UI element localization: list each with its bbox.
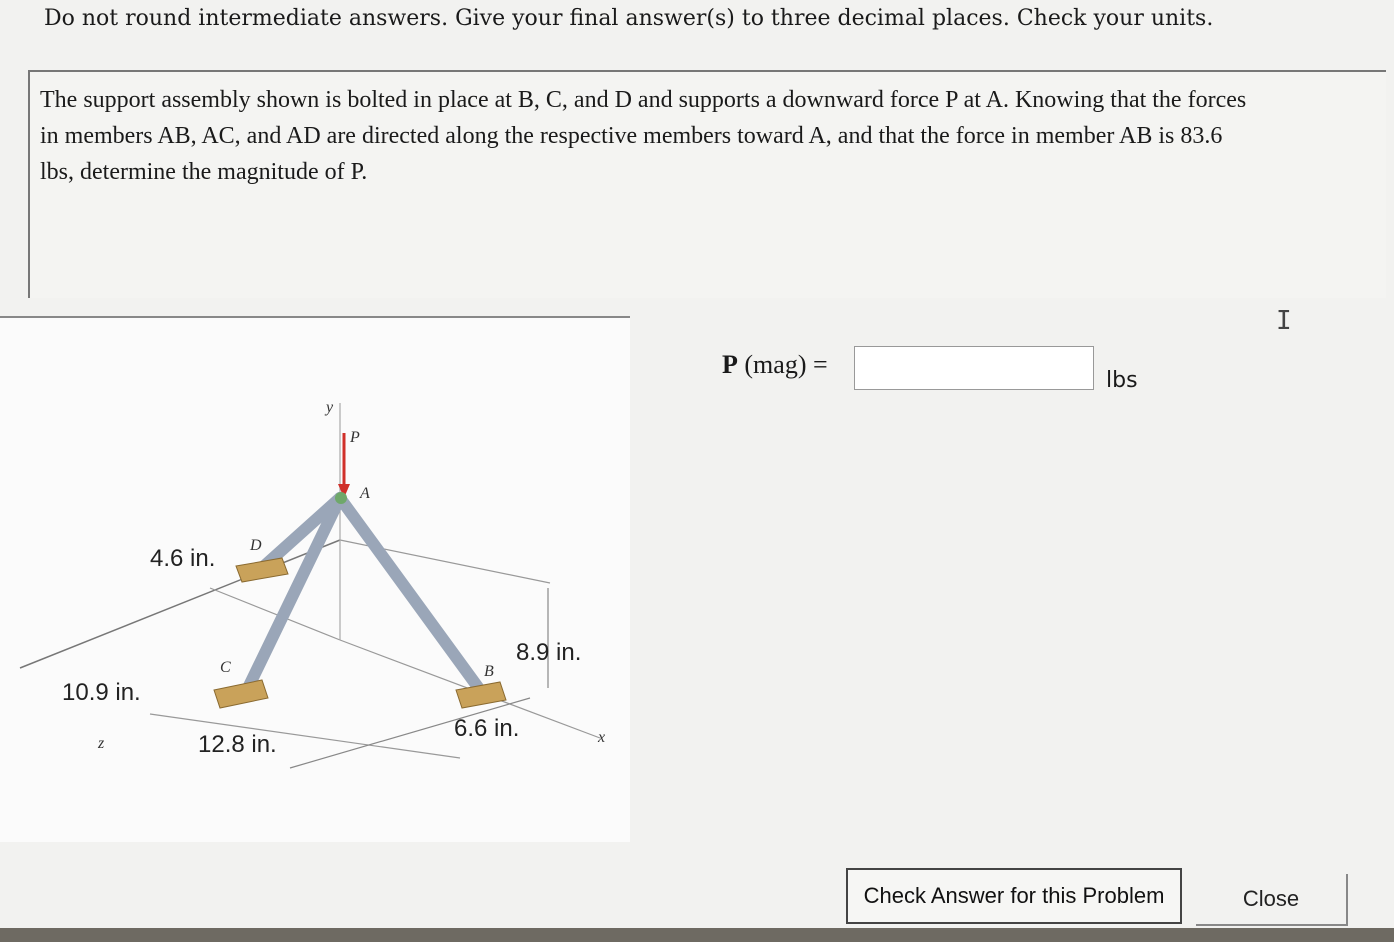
- close-button[interactable]: Close: [1196, 874, 1348, 926]
- label-c: C: [220, 659, 231, 676]
- answer-label-rest: (mag) =: [737, 350, 828, 379]
- member-ac: [248, 498, 340, 688]
- dim-6-6: 6.6 in.: [454, 715, 520, 742]
- answer-label-symbol: P: [722, 350, 738, 379]
- p-magnitude-input[interactable]: [854, 346, 1094, 390]
- label-b: B: [484, 663, 494, 680]
- dim-4-6: 4.6 in.: [150, 545, 216, 572]
- label-x: x: [598, 729, 606, 746]
- label-y: y: [326, 399, 334, 416]
- label-d: D: [250, 537, 262, 554]
- problem-line-1: The support assembly shown is bolted in place at B, C, and D and supports a downward force P at A. Knowing that the forces: [40, 87, 1247, 113]
- answer-label: [722, 350, 828, 380]
- base-c: [214, 680, 268, 708]
- dim-10-9: 10.9 in.: [62, 679, 141, 706]
- support-assembly-diagram: [0, 318, 630, 842]
- problem-statement-box: [28, 70, 1386, 336]
- text-cursor-icon: I: [1276, 306, 1292, 336]
- problem-line-3: lbs, determine the magnitude of P.: [40, 159, 368, 185]
- base-d: [236, 558, 288, 582]
- dim-12-8: 12.8 in.: [198, 731, 277, 758]
- check-answer-button[interactable]: Check Answer for this Problem: [846, 868, 1182, 924]
- bottom-strip: [0, 928, 1394, 942]
- label-p: P: [350, 429, 360, 446]
- unit-label: lbs: [1106, 368, 1138, 393]
- label-z: z: [98, 735, 105, 752]
- label-a: A: [360, 485, 370, 502]
- figure-panel: [0, 316, 630, 842]
- problem-statement: [40, 82, 1380, 190]
- dim-8-9: 8.9 in.: [516, 639, 582, 666]
- joint-a: [335, 492, 347, 504]
- instructions-text: Do not round intermediate answers. Give your final answer(s) to three decimal places. Check your units.: [44, 6, 1214, 31]
- member-ab: [340, 498, 480, 690]
- problem-line-2: in members AB, AC, and AD are directed along the respective members toward A, and that the force in member AB is 83.6: [40, 123, 1223, 149]
- base-b: [456, 682, 506, 708]
